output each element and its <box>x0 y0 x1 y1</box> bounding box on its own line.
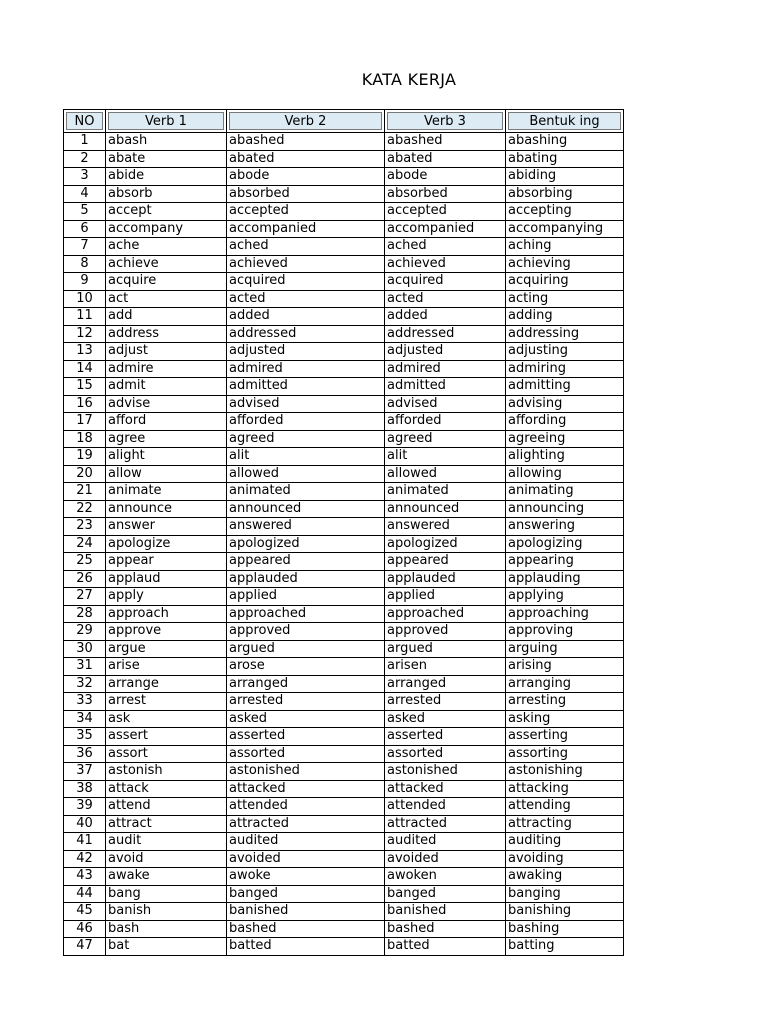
verb-2-cell: attended <box>227 798 385 816</box>
verb-2-cell: awoke <box>227 868 385 886</box>
verb-1-cell: afford <box>106 413 227 431</box>
verb-1-cell: applaud <box>106 570 227 588</box>
row-number-cell: 20 <box>64 465 106 483</box>
table-row <box>64 185 624 203</box>
bentuk-ing-cell: arguing <box>506 640 624 658</box>
row-number-cell: 12 <box>64 325 106 343</box>
bentuk-ing-cell: asserting <box>506 728 624 746</box>
verb-2-cell: assorted <box>227 745 385 763</box>
table-row <box>64 220 624 238</box>
table-row <box>64 255 624 273</box>
verb-3-cell: abashed <box>385 133 506 151</box>
bentuk-ing-cell: alighting <box>506 448 624 466</box>
bentuk-ing-cell: aching <box>506 238 624 256</box>
table-row <box>64 640 624 658</box>
verb-2-cell: argued <box>227 640 385 658</box>
verb-1-cell: ask <box>106 710 227 728</box>
verb-1-cell: advise <box>106 395 227 413</box>
verb-2-cell: accepted <box>227 203 385 221</box>
verb-3-cell: attended <box>385 798 506 816</box>
row-number-cell: 42 <box>64 850 106 868</box>
verb-2-cell: adjusted <box>227 343 385 361</box>
table-row <box>64 850 624 868</box>
row-number-cell: 38 <box>64 780 106 798</box>
verb-table <box>63 109 624 956</box>
verb-2-cell: announced <box>227 500 385 518</box>
verb-3-cell: acted <box>385 290 506 308</box>
table-row <box>64 588 624 606</box>
bentuk-ing-cell: admiring <box>506 360 624 378</box>
verb-3-cell: abated <box>385 150 506 168</box>
row-number-cell: 3 <box>64 168 106 186</box>
bentuk-ing-cell: approaching <box>506 605 624 623</box>
verb-2-cell: animated <box>227 483 385 501</box>
verb-2-cell: answered <box>227 518 385 536</box>
table-row <box>64 430 624 448</box>
column-header-no: NO <box>64 110 106 133</box>
bentuk-ing-cell: achieving <box>506 255 624 273</box>
verb-3-cell: approached <box>385 605 506 623</box>
bentuk-ing-cell: animating <box>506 483 624 501</box>
bentuk-ing-cell: assorting <box>506 745 624 763</box>
verb-2-cell: added <box>227 308 385 326</box>
verb-3-cell: adjusted <box>385 343 506 361</box>
column-header-verb-1: Verb 1 <box>106 110 227 133</box>
row-number-cell: 8 <box>64 255 106 273</box>
verb-2-cell: absorbed <box>227 185 385 203</box>
verb-3-cell: applied <box>385 588 506 606</box>
verb-1-cell: bash <box>106 920 227 938</box>
bentuk-ing-cell: acting <box>506 290 624 308</box>
row-number-cell: 39 <box>64 798 106 816</box>
verb-3-cell: abode <box>385 168 506 186</box>
bentuk-ing-cell: announcing <box>506 500 624 518</box>
table-row <box>64 395 624 413</box>
bentuk-ing-cell: absorbing <box>506 185 624 203</box>
verb-2-cell: approved <box>227 623 385 641</box>
verb-1-cell: accept <box>106 203 227 221</box>
table-row <box>64 763 624 781</box>
row-number-cell: 29 <box>64 623 106 641</box>
verb-3-cell: appeared <box>385 553 506 571</box>
row-number-cell: 30 <box>64 640 106 658</box>
bentuk-ing-cell: agreeing <box>506 430 624 448</box>
verb-3-cell: ached <box>385 238 506 256</box>
verb-2-cell: admitted <box>227 378 385 396</box>
row-number-cell: 31 <box>64 658 106 676</box>
bentuk-ing-cell: auditing <box>506 833 624 851</box>
verb-1-cell: accompany <box>106 220 227 238</box>
verb-2-cell: bashed <box>227 920 385 938</box>
verb-1-cell: add <box>106 308 227 326</box>
verb-1-cell: awake <box>106 868 227 886</box>
row-number-cell: 16 <box>64 395 106 413</box>
verb-3-cell: addressed <box>385 325 506 343</box>
verb-2-cell: applied <box>227 588 385 606</box>
column-header-bentuk-ing: Bentuk ing <box>506 110 624 133</box>
verb-1-cell: animate <box>106 483 227 501</box>
verb-3-cell: allowed <box>385 465 506 483</box>
row-number-cell: 28 <box>64 605 106 623</box>
bentuk-ing-cell: accepting <box>506 203 624 221</box>
verb-2-cell: banished <box>227 903 385 921</box>
verb-3-cell: absorbed <box>385 185 506 203</box>
table-row <box>64 343 624 361</box>
table-row <box>64 780 624 798</box>
bentuk-ing-cell: banishing <box>506 903 624 921</box>
bentuk-ing-cell: arranging <box>506 675 624 693</box>
row-number-cell: 23 <box>64 518 106 536</box>
table-row <box>64 693 624 711</box>
table-row <box>64 605 624 623</box>
table-body <box>64 133 624 956</box>
verb-1-cell: agree <box>106 430 227 448</box>
row-number-cell: 37 <box>64 763 106 781</box>
table-row <box>64 518 624 536</box>
verb-1-cell: adjust <box>106 343 227 361</box>
table-row <box>64 535 624 553</box>
verb-2-cell: afforded <box>227 413 385 431</box>
row-number-cell: 22 <box>64 500 106 518</box>
verb-1-cell: abide <box>106 168 227 186</box>
bentuk-ing-cell: apologizing <box>506 535 624 553</box>
verb-3-cell: banished <box>385 903 506 921</box>
bentuk-ing-cell: asking <box>506 710 624 728</box>
verb-3-cell: astonished <box>385 763 506 781</box>
verb-1-cell: answer <box>106 518 227 536</box>
verb-1-cell: address <box>106 325 227 343</box>
verb-1-cell: attract <box>106 815 227 833</box>
verb-3-cell: assorted <box>385 745 506 763</box>
table-row <box>64 273 624 291</box>
verb-1-cell: attend <box>106 798 227 816</box>
row-number-cell: 5 <box>64 203 106 221</box>
verb-3-cell: apologized <box>385 535 506 553</box>
table-row <box>64 308 624 326</box>
bentuk-ing-cell: addressing <box>506 325 624 343</box>
verb-2-cell: arose <box>227 658 385 676</box>
verb-1-cell: bang <box>106 885 227 903</box>
verb-1-cell: appear <box>106 553 227 571</box>
verb-2-cell: attacked <box>227 780 385 798</box>
verb-2-cell: addressed <box>227 325 385 343</box>
bentuk-ing-cell: affording <box>506 413 624 431</box>
verb-1-cell: abate <box>106 150 227 168</box>
verb-3-cell: afforded <box>385 413 506 431</box>
verb-1-cell: ache <box>106 238 227 256</box>
row-number-cell: 35 <box>64 728 106 746</box>
table-row <box>64 483 624 501</box>
row-number-cell: 1 <box>64 133 106 151</box>
verb-2-cell: asked <box>227 710 385 728</box>
row-number-cell: 45 <box>64 903 106 921</box>
verb-1-cell: admit <box>106 378 227 396</box>
bentuk-ing-cell: advising <box>506 395 624 413</box>
bentuk-ing-cell: applying <box>506 588 624 606</box>
verb-3-cell: argued <box>385 640 506 658</box>
verb-2-cell: banged <box>227 885 385 903</box>
table-row <box>64 658 624 676</box>
table-header-row <box>64 110 624 133</box>
verb-3-cell: answered <box>385 518 506 536</box>
bentuk-ing-cell: bashing <box>506 920 624 938</box>
bentuk-ing-cell: abiding <box>506 168 624 186</box>
verb-2-cell: approached <box>227 605 385 623</box>
verb-2-cell: acted <box>227 290 385 308</box>
verb-3-cell: announced <box>385 500 506 518</box>
bentuk-ing-cell: banging <box>506 885 624 903</box>
row-number-cell: 10 <box>64 290 106 308</box>
table-row <box>64 833 624 851</box>
row-number-cell: 27 <box>64 588 106 606</box>
verb-3-cell: asked <box>385 710 506 728</box>
verb-1-cell: act <box>106 290 227 308</box>
bentuk-ing-cell: approving <box>506 623 624 641</box>
bentuk-ing-cell: acquiring <box>506 273 624 291</box>
verb-3-cell: advised <box>385 395 506 413</box>
bentuk-ing-cell: applauding <box>506 570 624 588</box>
table-row <box>64 360 624 378</box>
verb-1-cell: approach <box>106 605 227 623</box>
verb-3-cell: arrested <box>385 693 506 711</box>
verb-2-cell: alit <box>227 448 385 466</box>
verb-2-cell: abashed <box>227 133 385 151</box>
table-row <box>64 500 624 518</box>
row-number-cell: 21 <box>64 483 106 501</box>
verb-3-cell: admired <box>385 360 506 378</box>
table-row <box>64 623 624 641</box>
verb-1-cell: arise <box>106 658 227 676</box>
table-row <box>64 815 624 833</box>
table-row <box>64 868 624 886</box>
page-title: KATA KERJA <box>361 70 457 89</box>
bentuk-ing-cell: batting <box>506 938 624 956</box>
verb-3-cell: alit <box>385 448 506 466</box>
verb-1-cell: apologize <box>106 535 227 553</box>
bentuk-ing-cell: appearing <box>506 553 624 571</box>
row-number-cell: 4 <box>64 185 106 203</box>
verb-1-cell: approve <box>106 623 227 641</box>
bentuk-ing-cell: attacking <box>506 780 624 798</box>
row-number-cell: 18 <box>64 430 106 448</box>
table-row <box>64 378 624 396</box>
verb-2-cell: admired <box>227 360 385 378</box>
row-number-cell: 11 <box>64 308 106 326</box>
row-number-cell: 36 <box>64 745 106 763</box>
verb-1-cell: avoid <box>106 850 227 868</box>
row-number-cell: 41 <box>64 833 106 851</box>
verb-2-cell: appeared <box>227 553 385 571</box>
verb-2-cell: astonished <box>227 763 385 781</box>
verb-3-cell: acquired <box>385 273 506 291</box>
bentuk-ing-cell: arresting <box>506 693 624 711</box>
verb-3-cell: arranged <box>385 675 506 693</box>
column-header-verb-2: Verb 2 <box>227 110 385 133</box>
verb-3-cell: applauded <box>385 570 506 588</box>
verb-2-cell: attracted <box>227 815 385 833</box>
row-number-cell: 2 <box>64 150 106 168</box>
verb-2-cell: asserted <box>227 728 385 746</box>
verb-2-cell: arranged <box>227 675 385 693</box>
bentuk-ing-cell: avoiding <box>506 850 624 868</box>
bentuk-ing-cell: adding <box>506 308 624 326</box>
verb-3-cell: banged <box>385 885 506 903</box>
verb-3-cell: avoided <box>385 850 506 868</box>
verb-1-cell: absorb <box>106 185 227 203</box>
verb-1-cell: bat <box>106 938 227 956</box>
verb-3-cell: bashed <box>385 920 506 938</box>
verb-1-cell: arrest <box>106 693 227 711</box>
verb-3-cell: admitted <box>385 378 506 396</box>
verb-2-cell: arrested <box>227 693 385 711</box>
table-row <box>64 413 624 431</box>
verb-1-cell: argue <box>106 640 227 658</box>
verb-2-cell: abode <box>227 168 385 186</box>
row-number-cell: 9 <box>64 273 106 291</box>
verb-2-cell: avoided <box>227 850 385 868</box>
verb-3-cell: accompanied <box>385 220 506 238</box>
bentuk-ing-cell: answering <box>506 518 624 536</box>
bentuk-ing-cell: adjusting <box>506 343 624 361</box>
table-row <box>64 203 624 221</box>
verb-2-cell: allowed <box>227 465 385 483</box>
table-row <box>64 465 624 483</box>
row-number-cell: 34 <box>64 710 106 728</box>
table-row <box>64 938 624 956</box>
verb-1-cell: achieve <box>106 255 227 273</box>
row-number-cell: 19 <box>64 448 106 466</box>
row-number-cell: 7 <box>64 238 106 256</box>
row-number-cell: 26 <box>64 570 106 588</box>
verb-1-cell: assert <box>106 728 227 746</box>
table-row <box>64 885 624 903</box>
table-row <box>64 710 624 728</box>
bentuk-ing-cell: accompanying <box>506 220 624 238</box>
bentuk-ing-cell: arising <box>506 658 624 676</box>
verb-1-cell: abash <box>106 133 227 151</box>
verb-1-cell: admire <box>106 360 227 378</box>
row-number-cell: 47 <box>64 938 106 956</box>
table-row <box>64 675 624 693</box>
row-number-cell: 25 <box>64 553 106 571</box>
verb-1-cell: banish <box>106 903 227 921</box>
table-row <box>64 798 624 816</box>
table-row <box>64 290 624 308</box>
verb-1-cell: astonish <box>106 763 227 781</box>
row-number-cell: 32 <box>64 675 106 693</box>
verb-2-cell: batted <box>227 938 385 956</box>
verb-2-cell: achieved <box>227 255 385 273</box>
row-number-cell: 14 <box>64 360 106 378</box>
verb-2-cell: apologized <box>227 535 385 553</box>
verb-1-cell: assort <box>106 745 227 763</box>
verb-1-cell: announce <box>106 500 227 518</box>
verb-1-cell: audit <box>106 833 227 851</box>
verb-3-cell: attracted <box>385 815 506 833</box>
verb-1-cell: alight <box>106 448 227 466</box>
row-number-cell: 15 <box>64 378 106 396</box>
verb-3-cell: approved <box>385 623 506 641</box>
table-row <box>64 168 624 186</box>
table-row <box>64 920 624 938</box>
bentuk-ing-cell: allowing <box>506 465 624 483</box>
verb-1-cell: attack <box>106 780 227 798</box>
verb-2-cell: agreed <box>227 430 385 448</box>
row-number-cell: 13 <box>64 343 106 361</box>
verb-2-cell: ached <box>227 238 385 256</box>
row-number-cell: 40 <box>64 815 106 833</box>
row-number-cell: 17 <box>64 413 106 431</box>
verb-3-cell: achieved <box>385 255 506 273</box>
verb-3-cell: batted <box>385 938 506 956</box>
verb-1-cell: acquire <box>106 273 227 291</box>
verb-3-cell: agreed <box>385 430 506 448</box>
row-number-cell: 6 <box>64 220 106 238</box>
bentuk-ing-cell: admitting <box>506 378 624 396</box>
verb-1-cell: allow <box>106 465 227 483</box>
verb-2-cell: acquired <box>227 273 385 291</box>
table-row <box>64 728 624 746</box>
verb-3-cell: animated <box>385 483 506 501</box>
verb-1-cell: arrange <box>106 675 227 693</box>
table-row <box>64 570 624 588</box>
table-row <box>64 238 624 256</box>
verb-3-cell: added <box>385 308 506 326</box>
verb-2-cell: audited <box>227 833 385 851</box>
row-number-cell: 33 <box>64 693 106 711</box>
bentuk-ing-cell: attracting <box>506 815 624 833</box>
bentuk-ing-cell: awaking <box>506 868 624 886</box>
verb-3-cell: arisen <box>385 658 506 676</box>
verb-3-cell: asserted <box>385 728 506 746</box>
table-row <box>64 325 624 343</box>
bentuk-ing-cell: attending <box>506 798 624 816</box>
row-number-cell: 44 <box>64 885 106 903</box>
table-row <box>64 903 624 921</box>
table-row <box>64 133 624 151</box>
table-row <box>64 553 624 571</box>
verb-3-cell: audited <box>385 833 506 851</box>
verb-2-cell: advised <box>227 395 385 413</box>
bentuk-ing-cell: abashing <box>506 133 624 151</box>
verb-2-cell: accompanied <box>227 220 385 238</box>
verb-1-cell: apply <box>106 588 227 606</box>
table-row <box>64 150 624 168</box>
verb-2-cell: applauded <box>227 570 385 588</box>
table-row <box>64 745 624 763</box>
row-number-cell: 24 <box>64 535 106 553</box>
verb-2-cell: abated <box>227 150 385 168</box>
bentuk-ing-cell: abating <box>506 150 624 168</box>
verb-3-cell: attacked <box>385 780 506 798</box>
column-header-verb-3: Verb 3 <box>385 110 506 133</box>
verb-3-cell: awoken <box>385 868 506 886</box>
table-row <box>64 448 624 466</box>
row-number-cell: 43 <box>64 868 106 886</box>
bentuk-ing-cell: astonishing <box>506 763 624 781</box>
verb-3-cell: accepted <box>385 203 506 221</box>
row-number-cell: 46 <box>64 920 106 938</box>
